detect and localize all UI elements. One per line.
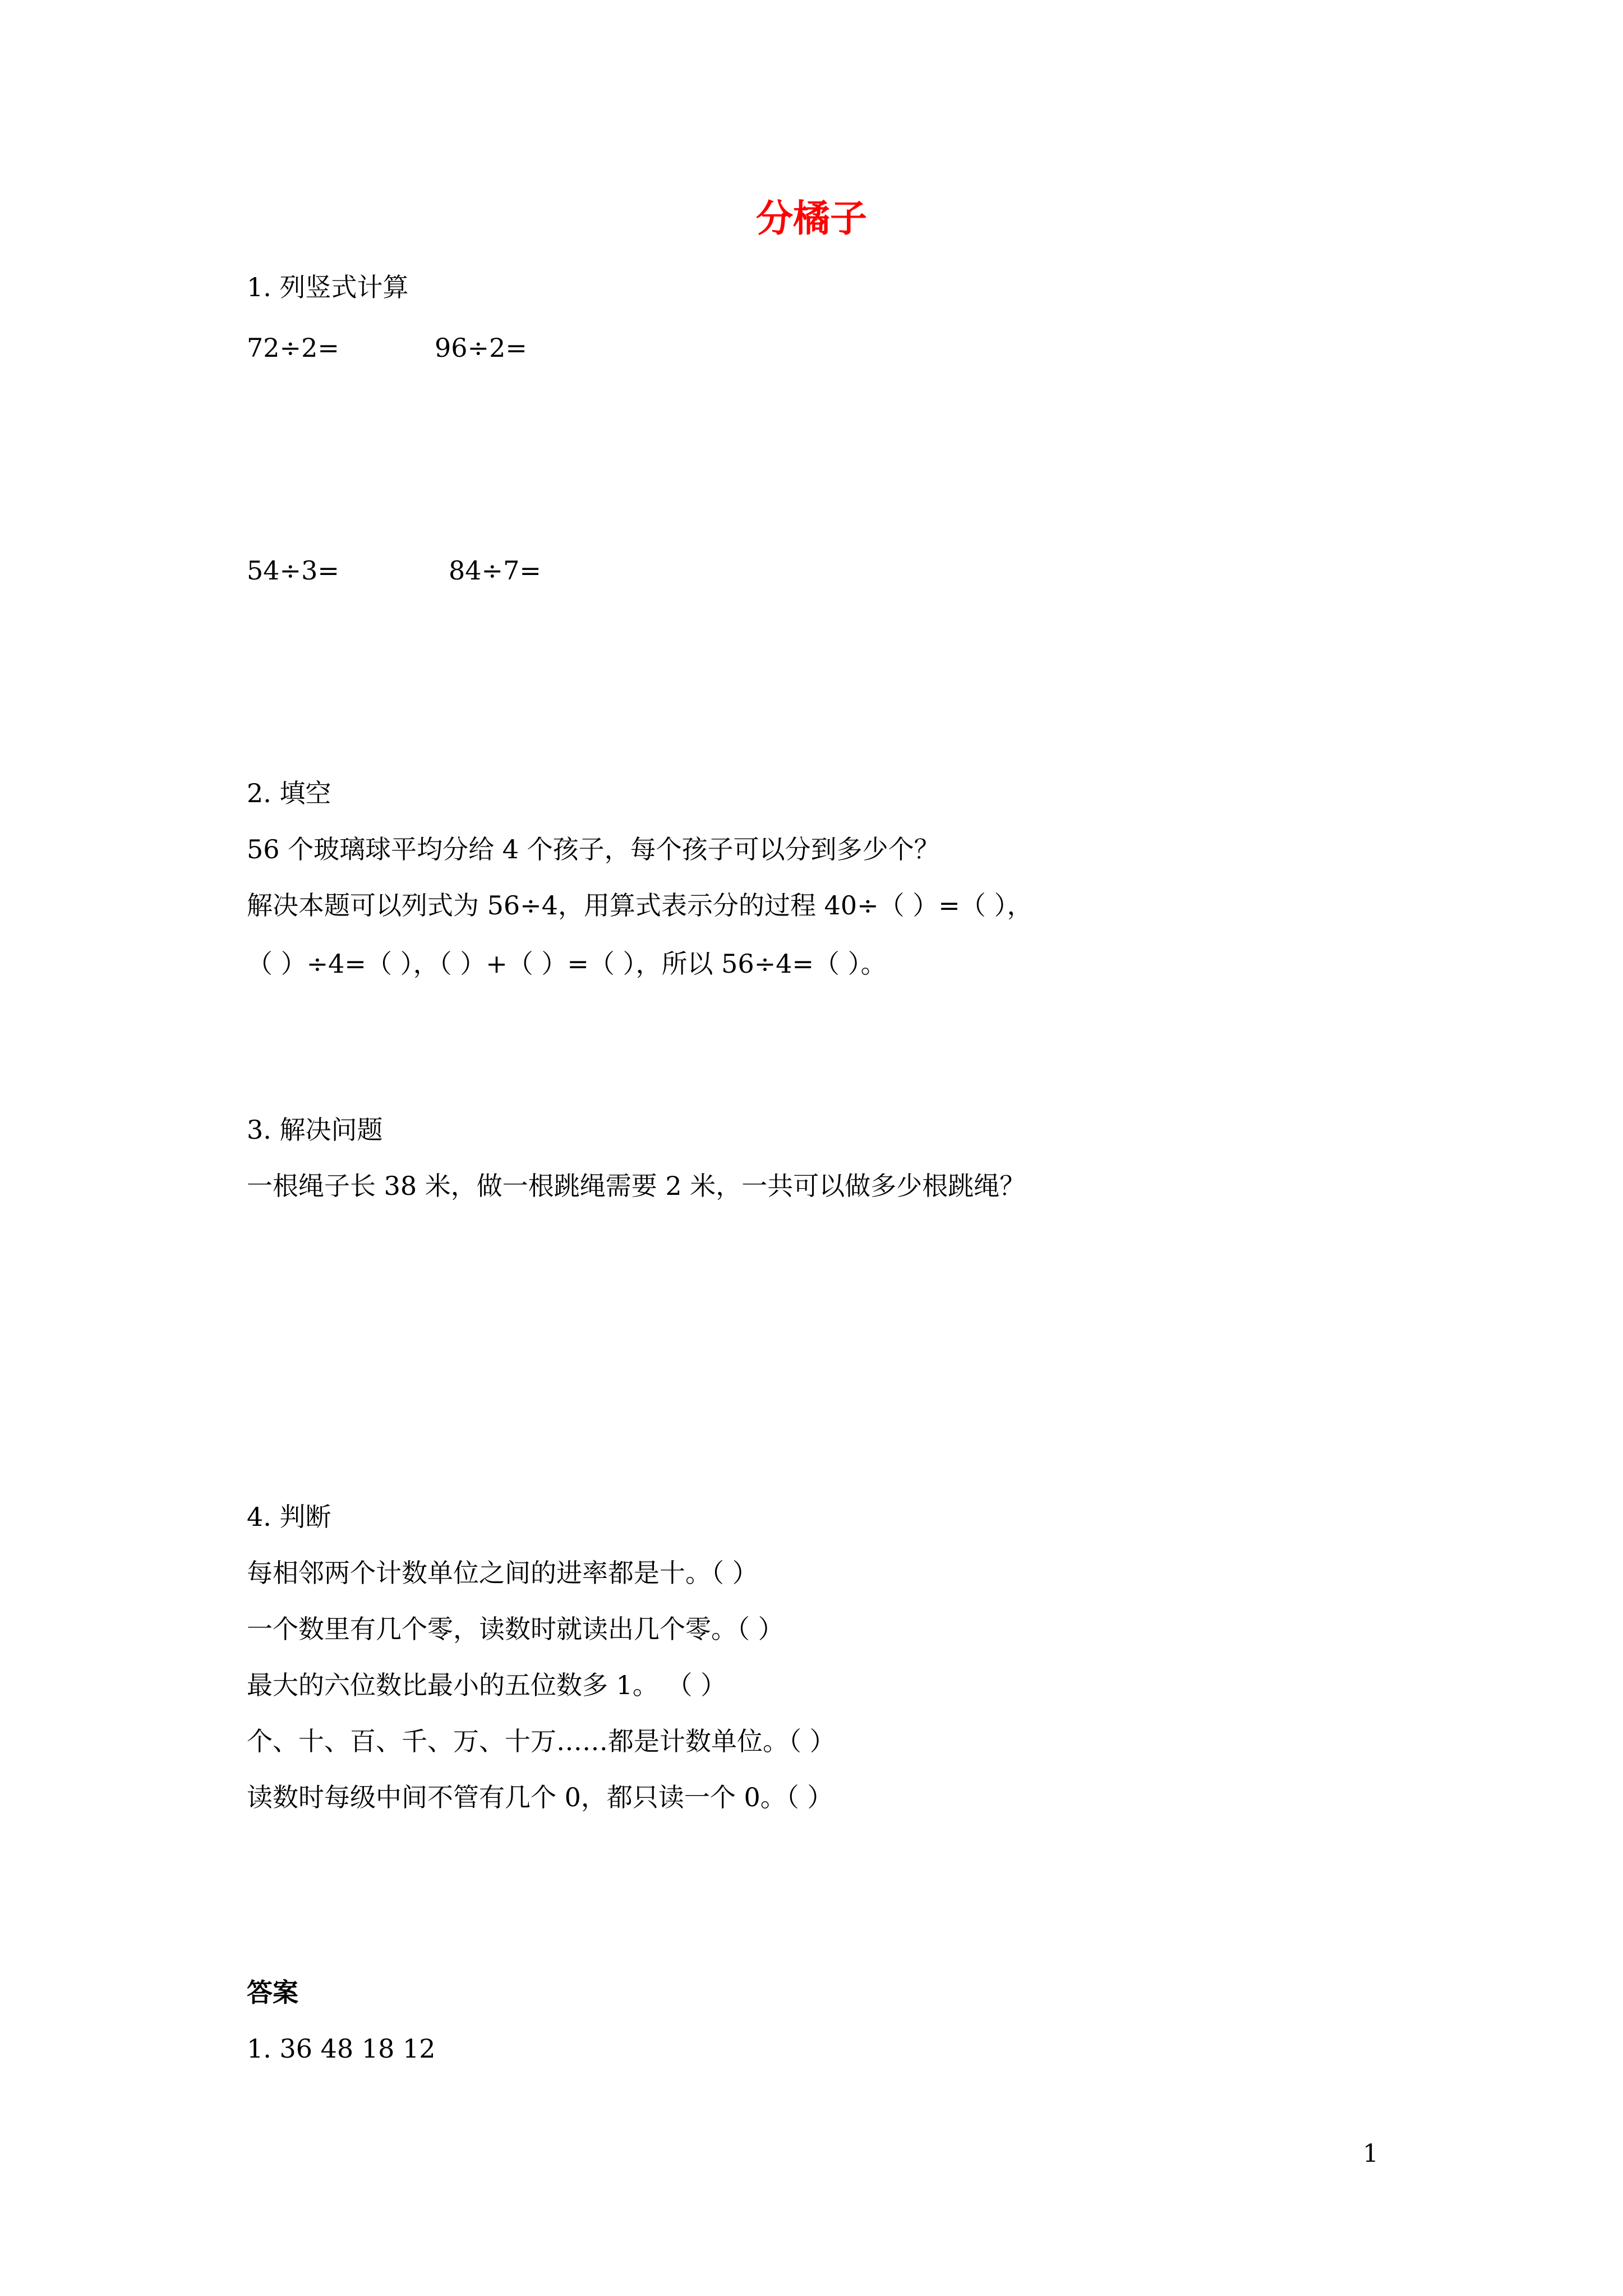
q2-fill-line: （ ）÷4=（ ），（ ）+（ ）=（ ），所以 56÷4=（ ）。 bbox=[247, 949, 887, 979]
q2-fill-line: 解决本题可以列式为 56÷4，用算式表示分的过程 40÷（ ）=（ ）， bbox=[247, 890, 1033, 921]
q2-question-line: 56 个玻璃球平均分给 4 个孩子，每个孩子可以分到多少个？ bbox=[247, 834, 940, 864]
q1-heading: 1. 列竖式计算 bbox=[247, 272, 409, 302]
q4-statement: 最大的六位数比最小的五位数多 1。 （ ） bbox=[247, 1670, 727, 1700]
q3-problem-text: 一根绳子长 38 米，做一根跳绳需要 2 米，一共可以做多少根跳绳？ bbox=[247, 1171, 1026, 1201]
q4-statement: 读数时每级中间不管有几个 0，都只读一个 0。（ ） bbox=[247, 1782, 833, 1812]
q1-expression: 72÷2= bbox=[247, 333, 339, 363]
page-number: 1 bbox=[1363, 2139, 1378, 2168]
q3-heading: 3. 解决问题 bbox=[247, 1115, 383, 1145]
document-title: 分橘子 bbox=[756, 197, 867, 240]
q1-expression: 54÷3= bbox=[247, 555, 339, 586]
q4-heading: 4. 判断 bbox=[247, 1502, 331, 1532]
answers-line: 1. 36 48 18 12 bbox=[247, 2033, 436, 2064]
q2-heading: 2. 填空 bbox=[247, 778, 331, 808]
q4-statement: 每相邻两个计数单位之间的进率都是十。（ ） bbox=[247, 1558, 758, 1588]
q1-expression: 84÷7= bbox=[449, 555, 541, 586]
q4-statement: 个、十、百、千、万、十万……都是计数单位。（ ） bbox=[247, 1726, 836, 1756]
q4-statement: 一个数里有几个零，读数时就读出几个零。（ ） bbox=[247, 1614, 784, 1644]
answers-heading: 答案 bbox=[247, 1977, 298, 2008]
q1-expression: 96÷2= bbox=[435, 333, 527, 363]
